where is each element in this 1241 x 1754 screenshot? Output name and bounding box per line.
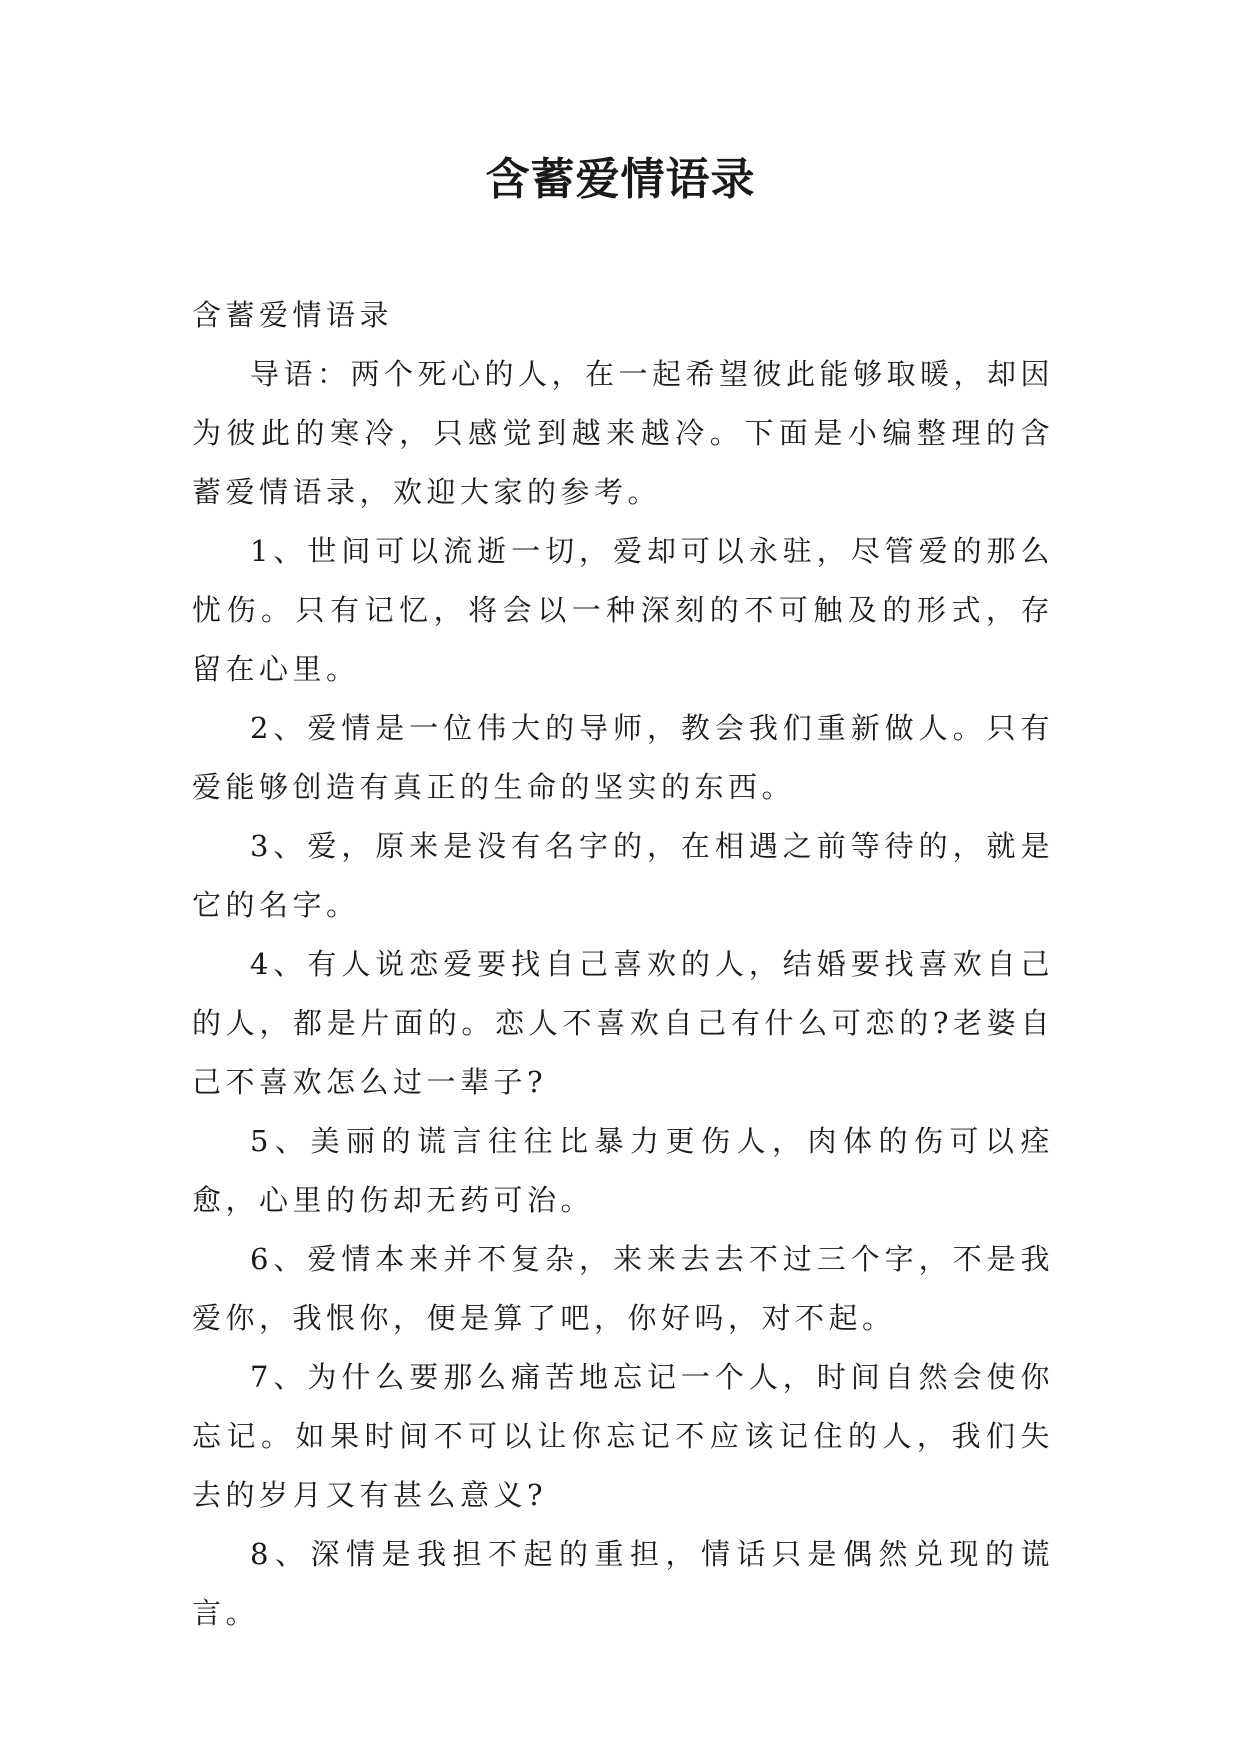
paragraph-quote-8: 8、深情是我担不起的重担，情话只是偶然兑现的谎言。	[192, 1537, 1054, 1630]
paragraph-intro: 导语：两个死心的人，在一起希望彼此能够取暖，却因为彼此的寒冷，只感觉到越来越冷。下面是小编整理的含蓄爱情语录，欢迎大家的参考。	[192, 357, 1055, 509]
paragraph-quote-3: 3、爱，原来是没有名字的，在相遇之前等待的，就是它的名字。	[192, 829, 1054, 922]
paragraph-quote-2: 2、爱情是一位伟大的导师，教会我们重新做人。只有爱能够创造有真正的生命的坚实的东西。	[192, 711, 1054, 804]
paragraph-quote-4: 4、有人说恋爱要找自己喜欢的人，结婚要找喜欢自己的人，都是片面的。恋人不喜欢自己有什么可恋的?老婆自己不喜欢怎么过一辈子?	[192, 947, 1054, 1099]
document-title: 含蓄爱情语录	[485, 154, 756, 205]
paragraph-quote-1: 1、世间可以流逝一切，爱却可以永驻，尽管爱的那么忧伤。只有记忆，将会以一种深刻的不可触及的形式，存留在心里。	[192, 534, 1054, 686]
document-body	[192, 286, 1054, 1643]
document-subtitle: 含蓄爱情语录	[192, 298, 394, 332]
paragraph-quote-5: 5、美丽的谎言往往比暴力更伤人，肉体的伤可以痊愈，心里的伤却无药可治。	[192, 1124, 1054, 1217]
paragraph-quote-6: 6、爱情本来并不复杂，来来去去不过三个字，不是我爱你，我恨你，便是算了吧，你好吗，对不起。	[192, 1242, 1054, 1335]
paragraph-quote-7: 7、为什么要那么痛苦地忘记一个人，时间自然会使你忘记。如果时间不可以让你忘记不应该记住的人，我们失去的岁月又有甚么意义?	[192, 1360, 1054, 1512]
